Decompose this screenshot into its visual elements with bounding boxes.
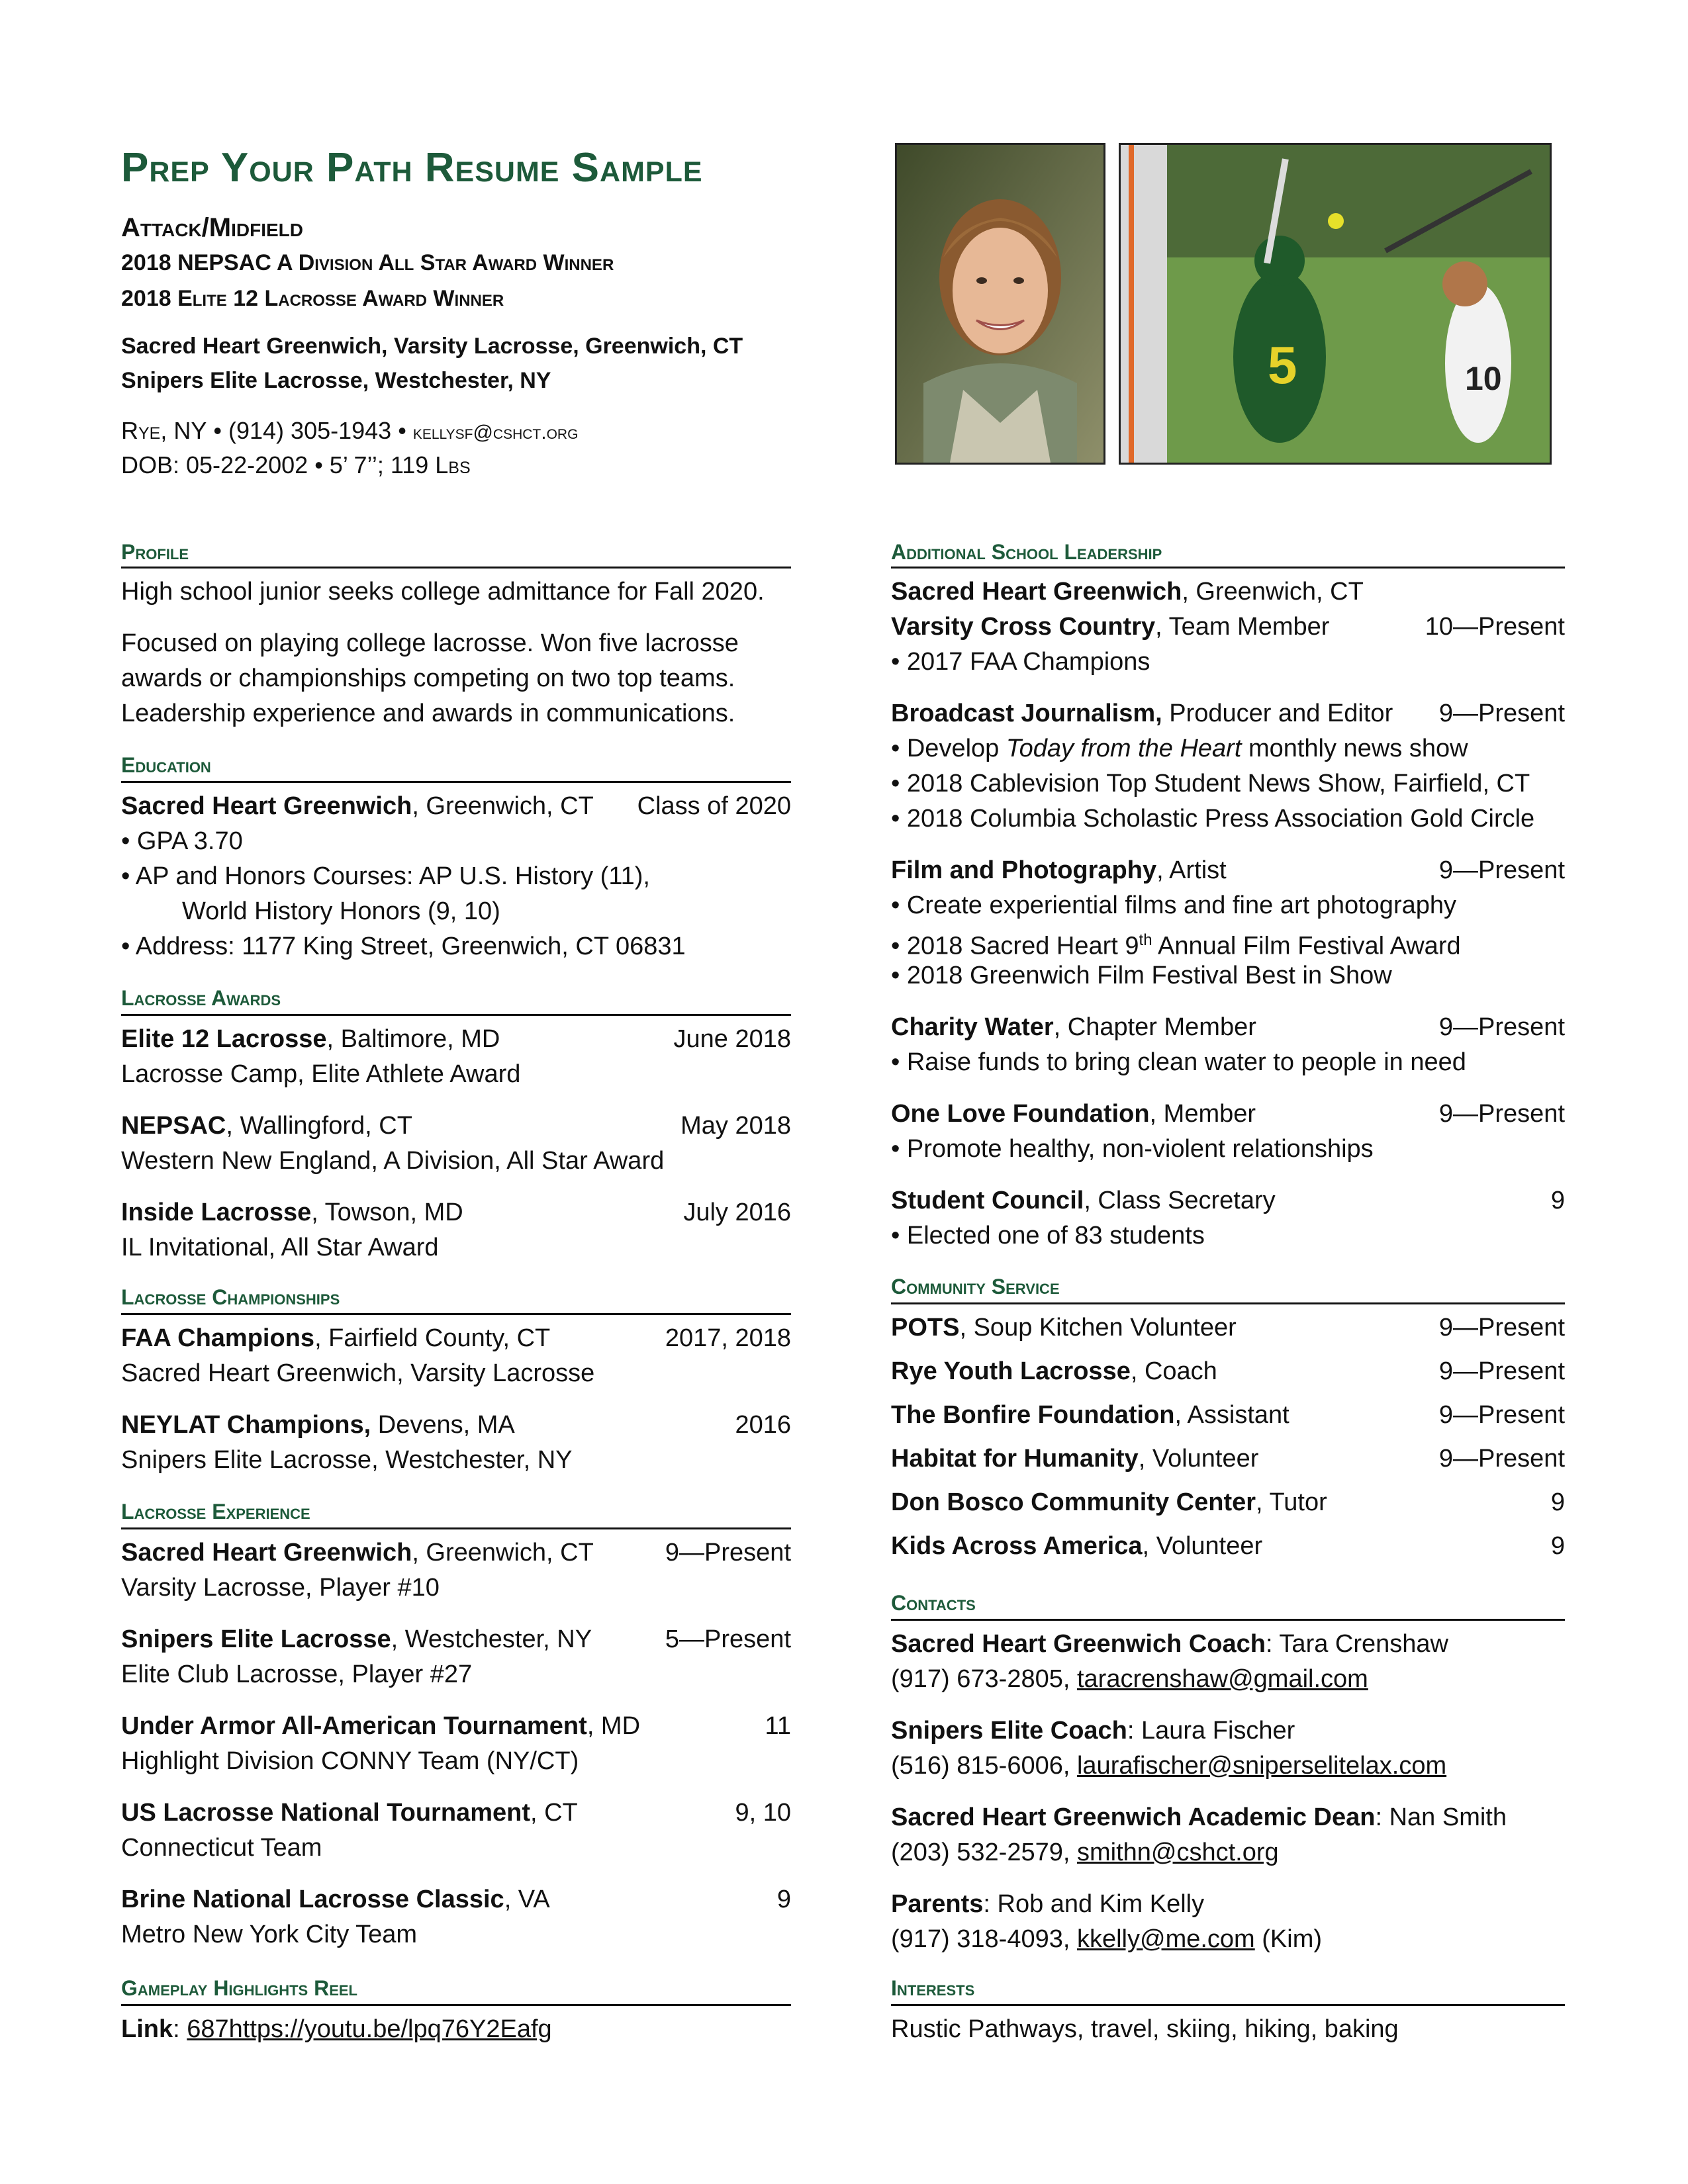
svg-text:5: 5 xyxy=(1268,336,1297,394)
profile-line: Focused on playing college lacrosse. Won five lacrosse xyxy=(121,629,739,657)
service-org: Don Bosco Community Center xyxy=(891,1488,1256,1516)
leadership-entry: Student Council, Class Secretary xyxy=(891,1187,1276,1214)
contact-city: Rye, NY xyxy=(121,417,207,444)
entry-location: , Greenwich, CT xyxy=(412,1539,594,1567)
leadership-entry: One Love Foundation, Member xyxy=(891,1100,1256,1128)
entry-date: 9 xyxy=(776,1886,791,1913)
leadership-entry: Film and Photography, Artist xyxy=(891,856,1227,884)
bullet-dot-icon: • xyxy=(213,417,228,444)
contact-title: Snipers Elite Coach xyxy=(891,1717,1127,1745)
leadership-bullet: • 2018 Columbia Scholastic Press Association Gold Circle xyxy=(891,805,1535,833)
leadership-bullet: • 2018 Greenwich Film Festival Best in Show xyxy=(891,962,1392,989)
entry-date: 9 xyxy=(1550,1187,1565,1214)
interests-text: Rustic Pathways, travel, skiing, hiking, baking xyxy=(891,2015,1399,2043)
bullet-dot-icon: • xyxy=(398,417,413,444)
entry-date: 2017, 2018 xyxy=(665,1324,791,1352)
entry-title xyxy=(121,1024,500,1054)
leadership-entry: Varsity Cross Country, Team Member xyxy=(891,613,1330,641)
entry-subtitle: Elite Club Lacrosse, Player #27 xyxy=(121,1661,473,1688)
contact-info-line xyxy=(891,1751,1446,1781)
service-org: Habitat for Humanity xyxy=(891,1445,1139,1473)
contact-person: : Tara Crenshaw xyxy=(1266,1630,1448,1658)
entry-title xyxy=(121,1884,550,1915)
leadership-bullet: • Raise funds to bring clean water to people in need xyxy=(891,1048,1466,1076)
contact-email-link[interactable]: laurafischer@sniperselitelax.com xyxy=(1076,1752,1447,1780)
team-line-2: Snipers Elite Lacrosse, Westchester, NY xyxy=(121,368,551,393)
profile-line: awards or championships competing on two top teams. xyxy=(121,664,735,692)
entry-date: 9—Present xyxy=(1438,1013,1565,1041)
section-heading-experience: Lacrosse Experience xyxy=(121,1500,310,1524)
entry-date: 9 xyxy=(1550,1488,1565,1516)
dob-line xyxy=(121,451,471,479)
contact-phone: (917) 673-2805, xyxy=(891,1665,1077,1693)
service-org: POTS xyxy=(891,1314,960,1342)
contact-person: : Laura Fischer xyxy=(1127,1717,1295,1745)
section-divider xyxy=(121,2004,791,2006)
service-entry xyxy=(891,1400,1289,1430)
leadership-school: Sacred Heart Greenwich, Greenwich, CT xyxy=(891,578,1364,606)
entry-title xyxy=(121,1410,515,1440)
entry-subtitle: Varsity Lacrosse, Player #10 xyxy=(121,1574,440,1602)
entry-title xyxy=(121,1197,463,1228)
section-divider xyxy=(121,1527,791,1529)
leadership-bullet: • Elected one of 83 students xyxy=(891,1222,1205,1250)
contact-email-link[interactable]: taracrenshaw@gmail.com xyxy=(1076,1665,1368,1693)
reel-link[interactable]: 687https://youtu.be/lpq76Y2Eafg xyxy=(187,2015,552,2043)
leadership-bullet: • 2017 FAA Champions xyxy=(891,648,1150,676)
entry-date: May 2018 xyxy=(680,1112,791,1140)
contact-name-line xyxy=(891,1715,1295,1746)
entry-date: 9—Present xyxy=(1438,700,1565,727)
entry-name: Elite 12 Lacrosse xyxy=(121,1025,327,1053)
leadership-bullet: • 2018 Cablevision Top Student News Show, Fairfield, CT xyxy=(891,770,1530,797)
leadership-bullet: • Develop Today from the Heart monthly news show xyxy=(891,735,1468,762)
entry-location: , Fairfield County, CT xyxy=(314,1324,551,1352)
team-line-1: Sacred Heart Greenwich, Varsity Lacrosse, Greenwich, CT xyxy=(121,334,743,359)
contact-title: Parents xyxy=(891,1890,984,1918)
entry-name: Snipers Elite Lacrosse xyxy=(121,1625,391,1653)
position-line: Attack/Midfield xyxy=(121,213,303,242)
education-bullet-continued: World History Honors (9, 10) xyxy=(182,897,500,925)
entry-date: 9 xyxy=(1550,1532,1565,1560)
entry-location: , Wallingford, CT xyxy=(226,1112,412,1140)
education-bullet: • Address: 1177 King Street, Greenwich, CT 06831 xyxy=(121,933,686,960)
entry-name: Under Armor All-American Tournament xyxy=(121,1712,587,1740)
reel-link-line: Link: 687https://youtu.be/lpq76Y2Eafg xyxy=(121,2015,552,2043)
education-school: Sacred Heart Greenwich, Greenwich, CT xyxy=(121,792,594,820)
entry-title xyxy=(121,1624,592,1655)
contact-line xyxy=(121,417,578,445)
height-weight: 5’ 7’’; 119 Lbs xyxy=(329,451,471,478)
section-heading-contacts: Contacts xyxy=(891,1591,976,1615)
service-entry xyxy=(891,1356,1217,1387)
contact-info-line xyxy=(891,1924,1322,1954)
contact-phone: (516) 815-6006, xyxy=(891,1752,1077,1780)
entry-date: 9—Present xyxy=(1438,1445,1565,1473)
entry-location: , Baltimore, MD xyxy=(326,1025,500,1053)
entry-title xyxy=(121,1111,412,1141)
service-entry xyxy=(891,1312,1237,1343)
section-divider xyxy=(121,1313,791,1315)
education-bullet: • AP and Honors Courses: AP U.S. History (11), xyxy=(121,862,650,890)
section-divider xyxy=(891,567,1565,569)
section-heading-service: Community Service xyxy=(891,1275,1060,1298)
section-heading-leadership: Additional School Leadership xyxy=(891,540,1162,564)
leadership-entry: Charity Water, Chapter Member xyxy=(891,1013,1256,1041)
contact-email-link[interactable]: kkelly@me.com xyxy=(1076,1925,1255,1953)
entry-date: 2016 xyxy=(735,1411,791,1439)
entry-location: , Towson, MD xyxy=(311,1199,463,1226)
entry-subtitle: Highlight Division CONNY Team (NY/CT) xyxy=(121,1747,579,1775)
service-org: Rye Youth Lacrosse xyxy=(891,1357,1131,1385)
education-class: Class of 2020 xyxy=(637,792,791,820)
contact-name-line xyxy=(891,1629,1448,1659)
contact-email-link[interactable]: smithn@cshct.org xyxy=(1076,1839,1279,1866)
entry-date: 5—Present xyxy=(665,1625,791,1653)
leadership-bullet: • Promote healthy, non-violent relationships xyxy=(891,1135,1374,1163)
award-line-1: 2018 NEPSAC A Division All Star Award Winner xyxy=(121,250,614,275)
section-divider xyxy=(121,781,791,783)
entry-date: 9—Present xyxy=(1438,1401,1565,1429)
section-divider xyxy=(891,2004,1565,2006)
entry-subtitle: Connecticut Team xyxy=(121,1834,322,1862)
entry-date: July 2016 xyxy=(683,1199,791,1226)
entry-subtitle: Lacrosse Camp, Elite Athlete Award xyxy=(121,1060,521,1088)
profile-line: Leadership experience and awards in communications. xyxy=(121,700,735,727)
contact-name-line xyxy=(891,1802,1507,1833)
service-role: , Soup Kitchen Volunteer xyxy=(959,1314,1237,1342)
entry-name: Sacred Heart Greenwich xyxy=(121,1539,412,1567)
entry-name: NEPSAC xyxy=(121,1112,226,1140)
entry-location: , MD xyxy=(586,1712,641,1740)
contact-phone: (917) 318-4093, xyxy=(891,1925,1077,1953)
entry-name: NEYLAT Champions, xyxy=(121,1411,371,1439)
bullet-dot-icon: • xyxy=(314,451,330,478)
service-org: Kids Across America xyxy=(891,1532,1143,1560)
leadership-bullet: • 2018 Sacred Heart 9th Annual Film Festival Award xyxy=(891,931,1461,960)
contact-phone: (914) 305-1943 xyxy=(228,417,392,444)
section-heading-profile: Profile xyxy=(121,540,189,564)
award-line-2: 2018 Elite 12 Lacrosse Award Winner xyxy=(121,286,504,311)
service-entry xyxy=(891,1531,1262,1561)
entry-name: US Lacrosse National Tournament xyxy=(121,1799,530,1827)
entry-date: 11 xyxy=(765,1712,791,1740)
entry-title xyxy=(121,1323,550,1353)
contact-email[interactable]: kellysf@cshct.org xyxy=(412,422,579,443)
entry-title xyxy=(121,1537,594,1568)
section-heading-education: Education xyxy=(121,753,211,777)
entry-date: 9—Present xyxy=(1438,856,1565,884)
leadership-bullet: • Create experiential films and fine art photography xyxy=(891,891,1456,919)
dob: DOB: 05-22-2002 xyxy=(121,451,308,478)
service-role: , Tutor xyxy=(1256,1488,1327,1516)
entry-subtitle: Snipers Elite Lacrosse, Westchester, NY xyxy=(121,1446,573,1474)
section-heading-awards: Lacrosse Awards xyxy=(121,986,281,1010)
section-divider xyxy=(121,1014,791,1016)
contact-title: Sacred Heart Greenwich Academic Dean xyxy=(891,1803,1376,1831)
section-divider xyxy=(121,567,791,569)
service-role: , Assistant xyxy=(1174,1401,1289,1429)
service-role: , Coach xyxy=(1130,1357,1217,1385)
headshot-photo xyxy=(895,143,1105,465)
entry-date: 9—Present xyxy=(1438,1100,1565,1128)
entry-name: Brine National Lacrosse Classic xyxy=(121,1886,504,1913)
entry-title xyxy=(121,1797,578,1828)
entry-location: , VA xyxy=(504,1886,550,1913)
entry-subtitle: Western New England, A Division, All Star Award xyxy=(121,1147,665,1175)
entry-location: , Westchester, NY xyxy=(391,1625,592,1653)
section-heading-reel: Gameplay Highlights Reel xyxy=(121,1976,357,2000)
service-org: The Bonfire Foundation xyxy=(891,1401,1175,1429)
service-role: , Volunteer xyxy=(1142,1532,1263,1560)
entry-location: , CT xyxy=(530,1799,578,1827)
action-photo xyxy=(1119,143,1552,465)
entry-location: Devens, MA xyxy=(371,1411,515,1439)
profile-line: High school junior seeks college admittance for Fall 2020. xyxy=(121,578,765,606)
svg-text:10: 10 xyxy=(1465,360,1502,397)
entry-subtitle: Metro New York City Team xyxy=(121,1921,418,1948)
section-divider xyxy=(891,1619,1565,1621)
contact-name-line xyxy=(891,1889,1204,1919)
education-bullet: • GPA 3.70 xyxy=(121,827,243,855)
entry-date: 9—Present xyxy=(665,1539,791,1567)
entry-name: FAA Champions xyxy=(121,1324,315,1352)
resume-title: Prep Your Path Resume Sample xyxy=(121,145,703,191)
section-heading-interests: Interests xyxy=(891,1976,975,2000)
contact-phone: (203) 532-2579, xyxy=(891,1839,1077,1866)
contact-info-line xyxy=(891,1664,1368,1694)
entry-date: 9—Present xyxy=(1438,1357,1565,1385)
contact-person: : Rob and Kim Kelly xyxy=(983,1890,1205,1918)
entry-name: Inside Lacrosse xyxy=(121,1199,312,1226)
service-entry xyxy=(891,1443,1258,1474)
entry-date: 9, 10 xyxy=(735,1799,791,1827)
contact-note: (Kim) xyxy=(1254,1925,1323,1953)
section-heading-championships: Lacrosse Championships xyxy=(121,1285,340,1309)
entry-date: June 2018 xyxy=(673,1025,791,1053)
entry-subtitle: IL Invitational, All Star Award xyxy=(121,1234,439,1261)
entry-subtitle: Sacred Heart Greenwich, Varsity Lacrosse xyxy=(121,1359,595,1387)
contact-title: Sacred Heart Greenwich Coach xyxy=(891,1630,1266,1658)
service-role: , Volunteer xyxy=(1138,1445,1259,1473)
contact-person: : Nan Smith xyxy=(1375,1803,1507,1831)
contact-info-line xyxy=(891,1837,1279,1868)
entry-date: 10—Present xyxy=(1425,613,1565,641)
section-divider xyxy=(891,1302,1565,1304)
entry-date: 9—Present xyxy=(1438,1314,1565,1342)
leadership-entry: Broadcast Journalism, Producer and Editor xyxy=(891,700,1393,727)
